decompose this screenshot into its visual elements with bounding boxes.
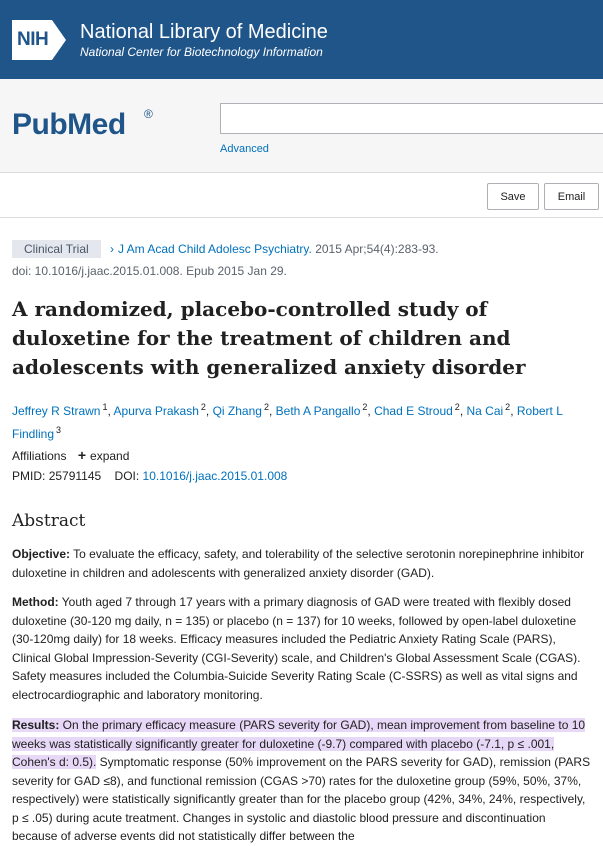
author-separator: ,: [107, 404, 114, 418]
nih-logo[interactable]: [12, 20, 66, 60]
abstract-results: [12, 716, 592, 846]
registered-mark: ®: [144, 107, 153, 121]
pubmed-logo-pub: Pub: [12, 108, 68, 141]
author-link[interactable]: Apurva Prakash: [113, 404, 199, 418]
author-link[interactable]: Robert L Findling: [12, 404, 563, 441]
article-type-badge: Clinical Trial: [12, 240, 101, 258]
abstract-heading: Abstract: [12, 511, 86, 531]
expand-label: expand: [90, 449, 130, 463]
divider: [0, 217, 603, 218]
identifiers-row: [12, 468, 287, 484]
affiliations-label: Affiliations: [12, 449, 67, 463]
author-affiliation-number[interactable]: 2: [362, 402, 368, 412]
results-highlighted-text: On the primary efficacy measure (PARS severity for GAD), mean improvement from baseline to 10 weeks was statistically significantly greater for duloxetine (-9.7) compared with placebo (-7.1, p ≤ .001, Cohen's d: 0.5).: [12, 718, 586, 769]
author-separator: ,: [205, 404, 213, 418]
objective-label: Objective:: [12, 547, 71, 561]
org-name[interactable]: National Library of Medicine: [80, 21, 328, 43]
pmid-value: 25791145: [48, 469, 102, 483]
author-affiliation-number[interactable]: 3: [56, 425, 62, 435]
pmid-label: PMID:: [12, 469, 46, 483]
author-affiliation-number[interactable]: 1: [102, 402, 108, 412]
advanced-search-link[interactable]: Advanced: [220, 143, 269, 155]
nih-logo-arrow-icon: [52, 20, 66, 60]
author-separator: ,: [268, 404, 276, 418]
results-text: Symptomatic response (50% improvement on the PARS severity for GAD), remission (PARS severity for GAD ≤8), and functional remission (CGAS >70) rates for the duloxetine group (59%, 50%, 37%, respectively) were statistically significantly greater than for the placebo group (42%, 34%, 24%, respectively, p ≤ .05) during acute treatment. Changes in systolic and diastolic blood pressure and discontinuation because of adverse events did not statistically differ between the: [12, 755, 591, 843]
article-title: A randomized, placebo-controlled study of duloxetine for the treatment of children and adolescents with generalized anxiety disorder: [12, 297, 526, 379]
author-separator: ,: [510, 404, 517, 418]
author-link[interactable]: Qi Zhang: [212, 404, 262, 418]
chevron-right-icon: ›: [110, 242, 114, 256]
author-separator: ,: [459, 404, 467, 418]
author-link[interactable]: Na Cai: [466, 404, 504, 418]
author-link[interactable]: Beth A Pangallo: [275, 404, 361, 418]
author-link[interactable]: Jeffrey R Strawn: [12, 404, 101, 418]
abstract-method: [12, 593, 592, 704]
method-label: Method:: [12, 595, 59, 609]
nih-logo-text: NIH: [12, 20, 52, 60]
author-affiliation-number[interactable]: 2: [263, 402, 269, 412]
pubmed-logo-med: Med: [67, 108, 126, 141]
doi-epub-line: doi: 10.1016/j.jaac.2015.01.008. Epub 2015 Jan 29.: [12, 264, 287, 278]
doi-label: DOI:: [114, 469, 140, 483]
author-affiliation-number[interactable]: 2: [200, 402, 206, 412]
search-input[interactable]: [220, 103, 603, 134]
author-affiliation-number[interactable]: 2: [454, 402, 460, 412]
affiliations-row: [12, 447, 129, 464]
objective-text: To evaluate the efficacy, safety, and tolerability of the selective serotonin norepinephrine inhibitor duloxetine in children and adolescents with generalized anxiety disorder (GAD).: [12, 547, 585, 580]
doi-link[interactable]: 10.1016/j.jaac.2015.01.008: [142, 469, 288, 483]
author-affiliation-number[interactable]: 2: [505, 402, 511, 412]
abstract-objective: [12, 545, 592, 582]
citation-line: [110, 240, 439, 258]
citation-details: 2015 Apr;54(4):283-93.: [311, 242, 439, 256]
journal-link[interactable]: J Am Acad Child Adolesc Psychiatry.: [118, 242, 312, 256]
expand-affiliations-button[interactable]: [78, 449, 130, 463]
results-label: Results:: [12, 718, 60, 732]
author-separator: ,: [367, 404, 375, 418]
org-subtitle: National Center for Biotechnology Information: [80, 45, 323, 59]
nih-header: [0, 0, 603, 79]
pubmed-logo[interactable]: [12, 108, 126, 142]
email-button[interactable]: Email: [544, 183, 599, 210]
author-link[interactable]: Chad E Stroud: [374, 404, 453, 418]
authors-list: [12, 398, 592, 444]
save-button[interactable]: Save: [487, 183, 539, 210]
plus-icon: +: [77, 447, 87, 463]
method-text: Youth aged 7 through 17 years with a primary diagnosis of GAD were treated with flexibly dosed duloxetine (30-120 mg daily, n = 135) or placebo (n = 137) for 10 weeks, followed by open-label duloxetine (30-120mg daily) for 18 weeks. Efficacy measures included the Pediatric Anxiety Rating Scale (PARS), Clinical Global Impression-Severity (CGI-Severity) scale, and Children's Global Assessment Scale (CGAS). Safety measures included the Columbia-Suicide Severity Rating Scale (C-SSRS) as well as vital signs and electrocardiographic and laboratory monitoring.: [12, 595, 581, 702]
